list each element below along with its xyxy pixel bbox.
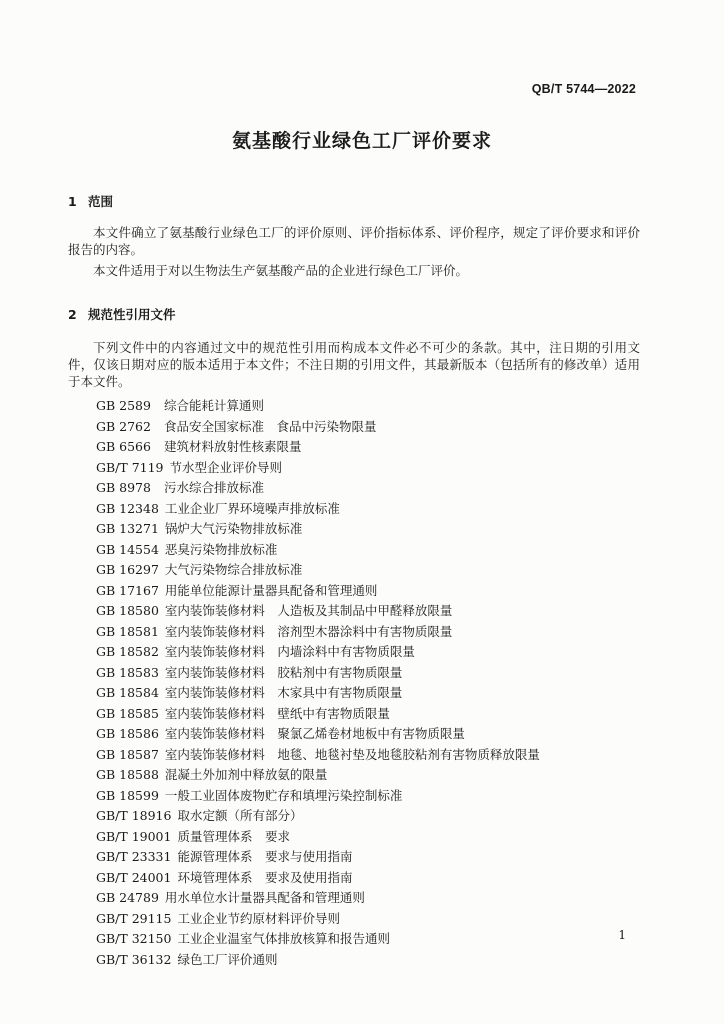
reference-code: GB 18587 <box>96 746 159 762</box>
reference-code: GB 18583 <box>96 664 159 680</box>
reference-title: 节水型企业评价导则 <box>169 459 283 475</box>
reference-code: GB 8978 <box>96 480 151 495</box>
reference-title: 锅炉大气污染物排放标准 <box>164 521 303 536</box>
reference-code: GB 13271 <box>96 521 159 536</box>
reference-title: 室内装饰装修材料 木家具中有害物质限量 <box>164 685 403 700</box>
reference-title: 质量管理体系 要求 <box>177 828 290 844</box>
reference-item <box>96 499 540 520</box>
reference-title: 室内装饰装修材料 地毯、地毯衬垫及地毯胶粘剂有害物质释放限量 <box>164 746 540 762</box>
reference-title: 用水单位水计量器具配备和管理通则 <box>164 890 365 905</box>
document-title: 氨基酸行业绿色工厂评价要求 <box>231 130 492 152</box>
reference-code: GB 18584 <box>96 685 159 700</box>
reference-item <box>96 929 540 950</box>
reference-item <box>96 806 540 827</box>
reference-title: 建筑材料放射性核素限量 <box>164 439 302 454</box>
reference-item <box>96 601 540 622</box>
reference-title: 工业企业节约原材料评价导则 <box>177 910 340 926</box>
reference-title: 室内装饰装修材料 壁纸中有害物质限量 <box>164 705 390 721</box>
reference-code: GB 14554 <box>96 541 159 557</box>
reference-title: 食品安全国家标准 食品中污染物限量 <box>164 418 377 434</box>
reference-title: 综合能耗计算通则 <box>164 398 265 413</box>
reference-code: GB 24789 <box>96 890 159 905</box>
reference-title: 室内装饰装修材料 人造板及其制品中甲醛释放限量 <box>164 603 453 618</box>
reference-item <box>96 765 540 786</box>
reference-code: GB 18599 <box>96 787 159 803</box>
reference-item <box>96 478 540 499</box>
reference-title: 室内装饰装修材料 胶粘剂中有害物质限量 <box>164 664 403 680</box>
reference-item <box>96 786 540 807</box>
reference-item <box>96 827 540 848</box>
reference-item <box>96 540 540 561</box>
scope-paragraph-1: 本文件确立了氨基酸行业绿色工厂的评价原则、评价指标体系、评价程序，规定了评价要求和评价报告的内容。 <box>68 225 640 257</box>
reference-code: GB/T 32150 <box>96 931 172 946</box>
reference-title: 工业企业厂界环境噪声排放标准 <box>164 500 340 516</box>
reference-item <box>96 868 540 889</box>
reference-item <box>96 663 540 684</box>
section-heading-normative-references <box>68 305 176 323</box>
reference-item <box>96 888 540 909</box>
reference-code: GB/T 23331 <box>96 849 172 864</box>
reference-code: GB 18581 <box>96 623 159 639</box>
reference-code: GB/T 18916 <box>96 808 172 823</box>
section-title: 范围 <box>88 194 114 209</box>
reference-code: GB 18586 <box>96 726 159 741</box>
reference-item <box>96 950 540 971</box>
reference-title: 混凝土外加剂中释放氨的限量 <box>164 767 328 782</box>
reference-item <box>96 458 540 479</box>
section-number: 1 <box>68 194 77 209</box>
reference-title: 恶臭污染物排放标准 <box>164 541 278 557</box>
reference-title: 取水定额（所有部分） <box>177 808 303 823</box>
reference-code: GB 18588 <box>96 767 159 782</box>
reference-item <box>96 437 540 458</box>
reference-title: 室内装饰装修材料 内墙涂料中有害物质限量 <box>164 644 415 659</box>
page-number: 1 <box>618 928 626 942</box>
reference-item <box>96 396 540 417</box>
reference-title: 环境管理体系 要求及使用指南 <box>177 869 353 885</box>
reference-code: GB/T 19001 <box>96 828 172 844</box>
section-number: 2 <box>68 307 77 322</box>
reference-code: GB 6566 <box>96 439 151 454</box>
reference-code: GB/T 29115 <box>96 910 172 926</box>
reference-code: GB 12348 <box>96 500 159 516</box>
reference-item <box>96 704 540 725</box>
reference-title: 污水综合排放标准 <box>164 480 265 495</box>
section-heading-scope <box>68 192 113 210</box>
reference-code: GB 18582 <box>96 644 159 659</box>
reference-code: GB 17167 <box>96 582 159 598</box>
reference-item <box>96 724 540 745</box>
reference-item <box>96 519 540 540</box>
section-title: 规范性引用文件 <box>88 307 176 322</box>
reference-title: 能源管理体系 要求与使用指南 <box>177 849 353 864</box>
reference-item <box>96 560 540 581</box>
reference-title: 工业企业温室气体排放核算和报告通则 <box>177 931 390 946</box>
reference-item <box>96 622 540 643</box>
reference-code: GB/T 24001 <box>96 869 172 885</box>
reference-title: 室内装饰装修材料 溶剂型木器涂料中有害物质限量 <box>164 623 453 639</box>
reference-list <box>96 396 540 970</box>
reference-item <box>96 847 540 868</box>
reference-code: GB/T 7119 <box>96 459 164 475</box>
reference-title: 室内装饰装修材料 聚氯乙烯卷材地板中有害物质限量 <box>164 726 465 741</box>
reference-title: 用能单位能源计量器具配备和管理通则 <box>164 582 378 598</box>
reference-title: 绿色工厂评价通则 <box>177 951 278 967</box>
reference-item <box>96 909 540 930</box>
reference-title: 一般工业固体废物贮存和填埋污染控制标准 <box>164 787 403 803</box>
reference-code: GB/T 36132 <box>96 951 172 967</box>
reference-code: GB 2762 <box>96 418 151 434</box>
standard-code: QB/T 5744—2022 <box>531 82 636 96</box>
reference-code: GB 16297 <box>96 562 159 577</box>
reference-title: 大气污染物综合排放标准 <box>164 562 303 577</box>
references-intro-paragraph: 下列文件中的内容通过文中的规范性引用而构成本文件必不可少的条款。其中，注日期的引用文件，仅该日期对应的版本适用于本文件；不注日期的引用文件，其最新版本（包括所有的修改单）适用于本文件。 <box>68 340 640 389</box>
scope-paragraph-2: 本文件适用于对以生物法生产氨基酸产品的企业进行绿色工厂评价。 <box>93 263 469 278</box>
reference-item <box>96 581 540 602</box>
reference-code: GB 2589 <box>96 398 151 413</box>
reference-item <box>96 745 540 766</box>
reference-code: GB 18585 <box>96 705 159 721</box>
reference-item <box>96 417 540 438</box>
reference-item <box>96 683 540 704</box>
reference-item <box>96 642 540 663</box>
reference-code: GB 18580 <box>96 603 159 618</box>
